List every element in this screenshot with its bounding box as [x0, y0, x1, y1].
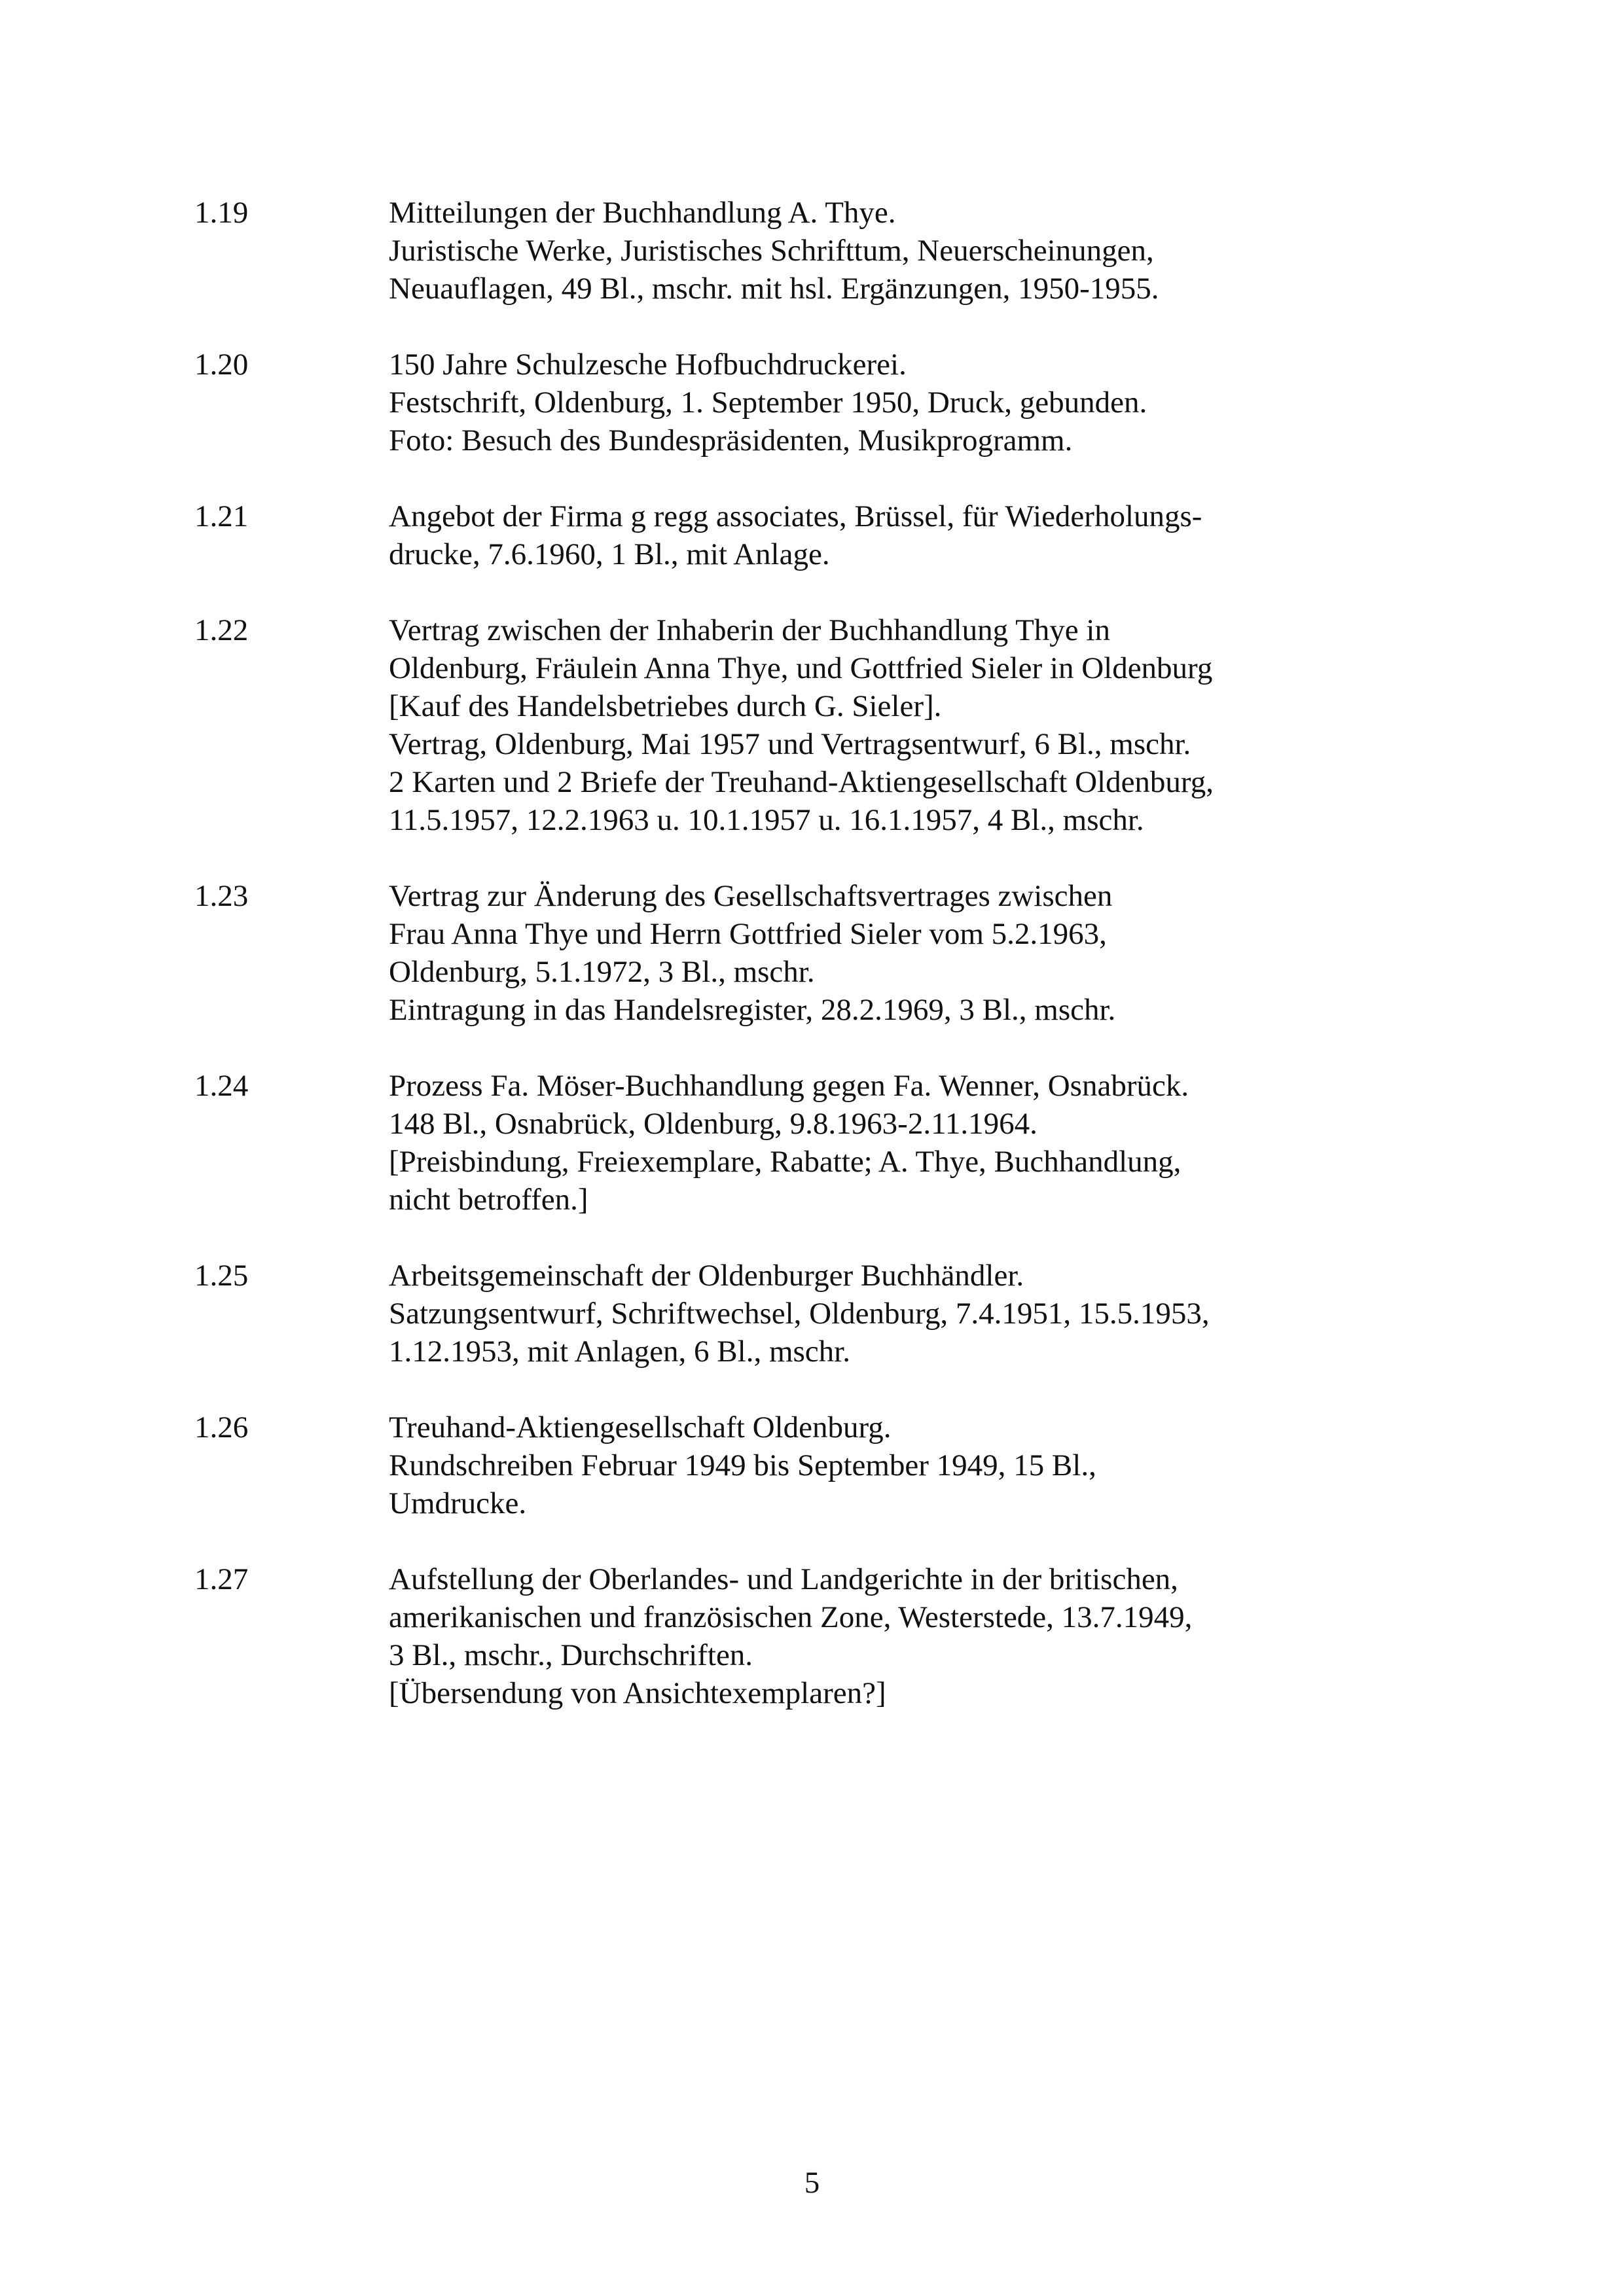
entry-description	[389, 1560, 1373, 1712]
entry-line: Mitteilungen der Buchhandlung A. Thye.	[389, 196, 896, 230]
page-number: 5	[804, 2166, 820, 2200]
entry-line: 3 Bl., mschr., Durchschriften.	[389, 1638, 753, 1672]
entry-line: Prozess Fa. Möser-Buchhandlung gegen Fa. Wenner, Osnabrück.	[389, 1069, 1189, 1103]
entry-description	[389, 497, 1373, 573]
entry-line: 148 Bl., Osnabrück, Oldenburg, 9.8.1963-2.11.1964.	[389, 1107, 1038, 1141]
list-item	[194, 877, 1373, 1029]
list-item	[194, 194, 1373, 308]
entry-line: Arbeitsgemeinschaft der Oldenburger Buchhändler.	[389, 1259, 1024, 1293]
entry-number: 1.24	[194, 1069, 249, 1103]
entry-line: 11.5.1957, 12.2.1963 u. 10.1.1957 u. 16.1.1957, 4 Bl., mschr.	[389, 803, 1144, 837]
entry-line: Oldenburg, 5.1.1972, 3 Bl., mschr.	[389, 955, 815, 989]
entry-line: Satzungsentwurf, Schriftwechsel, Oldenburg, 7.4.1951, 15.5.1953,	[389, 1297, 1210, 1331]
list-item	[194, 497, 1373, 573]
entry-line: Frau Anna Thye und Herrn Gottfried Sieler vom 5.2.1963,	[389, 917, 1107, 951]
entry-number: 1.23	[194, 879, 249, 913]
entry-line: Umdrucke.	[389, 1486, 527, 1520]
entry-line: 150 Jahre Schulzesche Hofbuchdruckerei.	[389, 348, 907, 382]
entry-description	[389, 877, 1373, 1029]
entry-line: Foto: Besuch des Bundespräsidenten, Musikprogramm.	[389, 423, 1073, 457]
entry-line: Treuhand-Aktiengesellschaft Oldenburg.	[389, 1410, 892, 1444]
entry-line: Vertrag zur Änderung des Gesellschaftsvertrages zwischen	[389, 879, 1113, 913]
entry-line: Eintragung in das Handelsregister, 28.2.1969, 3 Bl., mschr.	[389, 993, 1116, 1027]
entry-number: 1.26	[194, 1410, 249, 1444]
entry-line: Rundschreiben Februar 1949 bis September 1949, 15 Bl.,	[389, 1448, 1096, 1482]
list-item	[194, 346, 1373, 459]
entry-description	[389, 194, 1373, 308]
entry-line: Neuauflagen, 49 Bl., mschr. mit hsl. Ergänzungen, 1950-1955.	[389, 272, 1159, 306]
entry-line: Festschrift, Oldenburg, 1. September 1950, Druck, gebunden.	[389, 386, 1147, 420]
entry-number: 1.20	[194, 348, 249, 382]
entry-line: [Übersendung von Ansichtexemplaren?]	[389, 1676, 886, 1710]
list-item	[194, 1067, 1373, 1219]
entry-line: [Preisbindung, Freiexemplare, Rabatte; A. Thye, Buchhandlung,	[389, 1145, 1182, 1179]
entry-line: Angebot der Firma g regg associates, Brüssel, für Wiederholungs-	[389, 499, 1202, 533]
entry-line: amerikanischen und französischen Zone, Westerstede, 13.7.1949,	[389, 1600, 1193, 1634]
entry-description	[389, 1408, 1373, 1522]
entry-number: 1.21	[194, 499, 249, 533]
entry-description	[389, 1067, 1373, 1219]
entry-line: 1.12.1953, mit Anlagen, 6 Bl., mschr.	[389, 1335, 850, 1369]
entry-number: 1.27	[194, 1562, 249, 1596]
entry-line: Aufstellung der Oberlandes- und Landgerichte in der britischen,	[389, 1562, 1178, 1596]
entry-description	[389, 346, 1373, 459]
list-item	[194, 611, 1373, 839]
list-item	[194, 1560, 1373, 1712]
list-item	[194, 1408, 1373, 1522]
entry-description	[389, 1257, 1373, 1371]
entry-line: nicht betroffen.]	[389, 1183, 588, 1217]
entry-number: 1.19	[194, 196, 249, 230]
entry-description	[389, 611, 1373, 839]
entry-line: 2 Karten und 2 Briefe der Treuhand-Aktiengesellschaft Oldenburg,	[389, 765, 1214, 799]
entry-number: 1.22	[194, 613, 249, 647]
entry-line: drucke, 7.6.1960, 1 Bl., mit Anlage.	[389, 537, 830, 571]
list-item	[194, 1257, 1373, 1371]
entry-line: Vertrag zwischen der Inhaberin der Buchhandlung Thye in	[389, 613, 1110, 647]
entry-number: 1.25	[194, 1259, 249, 1293]
entry-list	[194, 194, 1373, 1750]
entry-line: Vertrag, Oldenburg, Mai 1957 und Vertragsentwurf, 6 Bl., mschr.	[389, 727, 1191, 761]
entry-line: Juristische Werke, Juristisches Schrifttum, Neuerscheinungen,	[389, 234, 1154, 268]
entry-line: [Kauf des Handelsbetriebes durch G. Sieler].	[389, 689, 942, 723]
entry-line: Oldenburg, Fräulein Anna Thye, und Gottfried Sieler in Oldenburg	[389, 651, 1213, 685]
